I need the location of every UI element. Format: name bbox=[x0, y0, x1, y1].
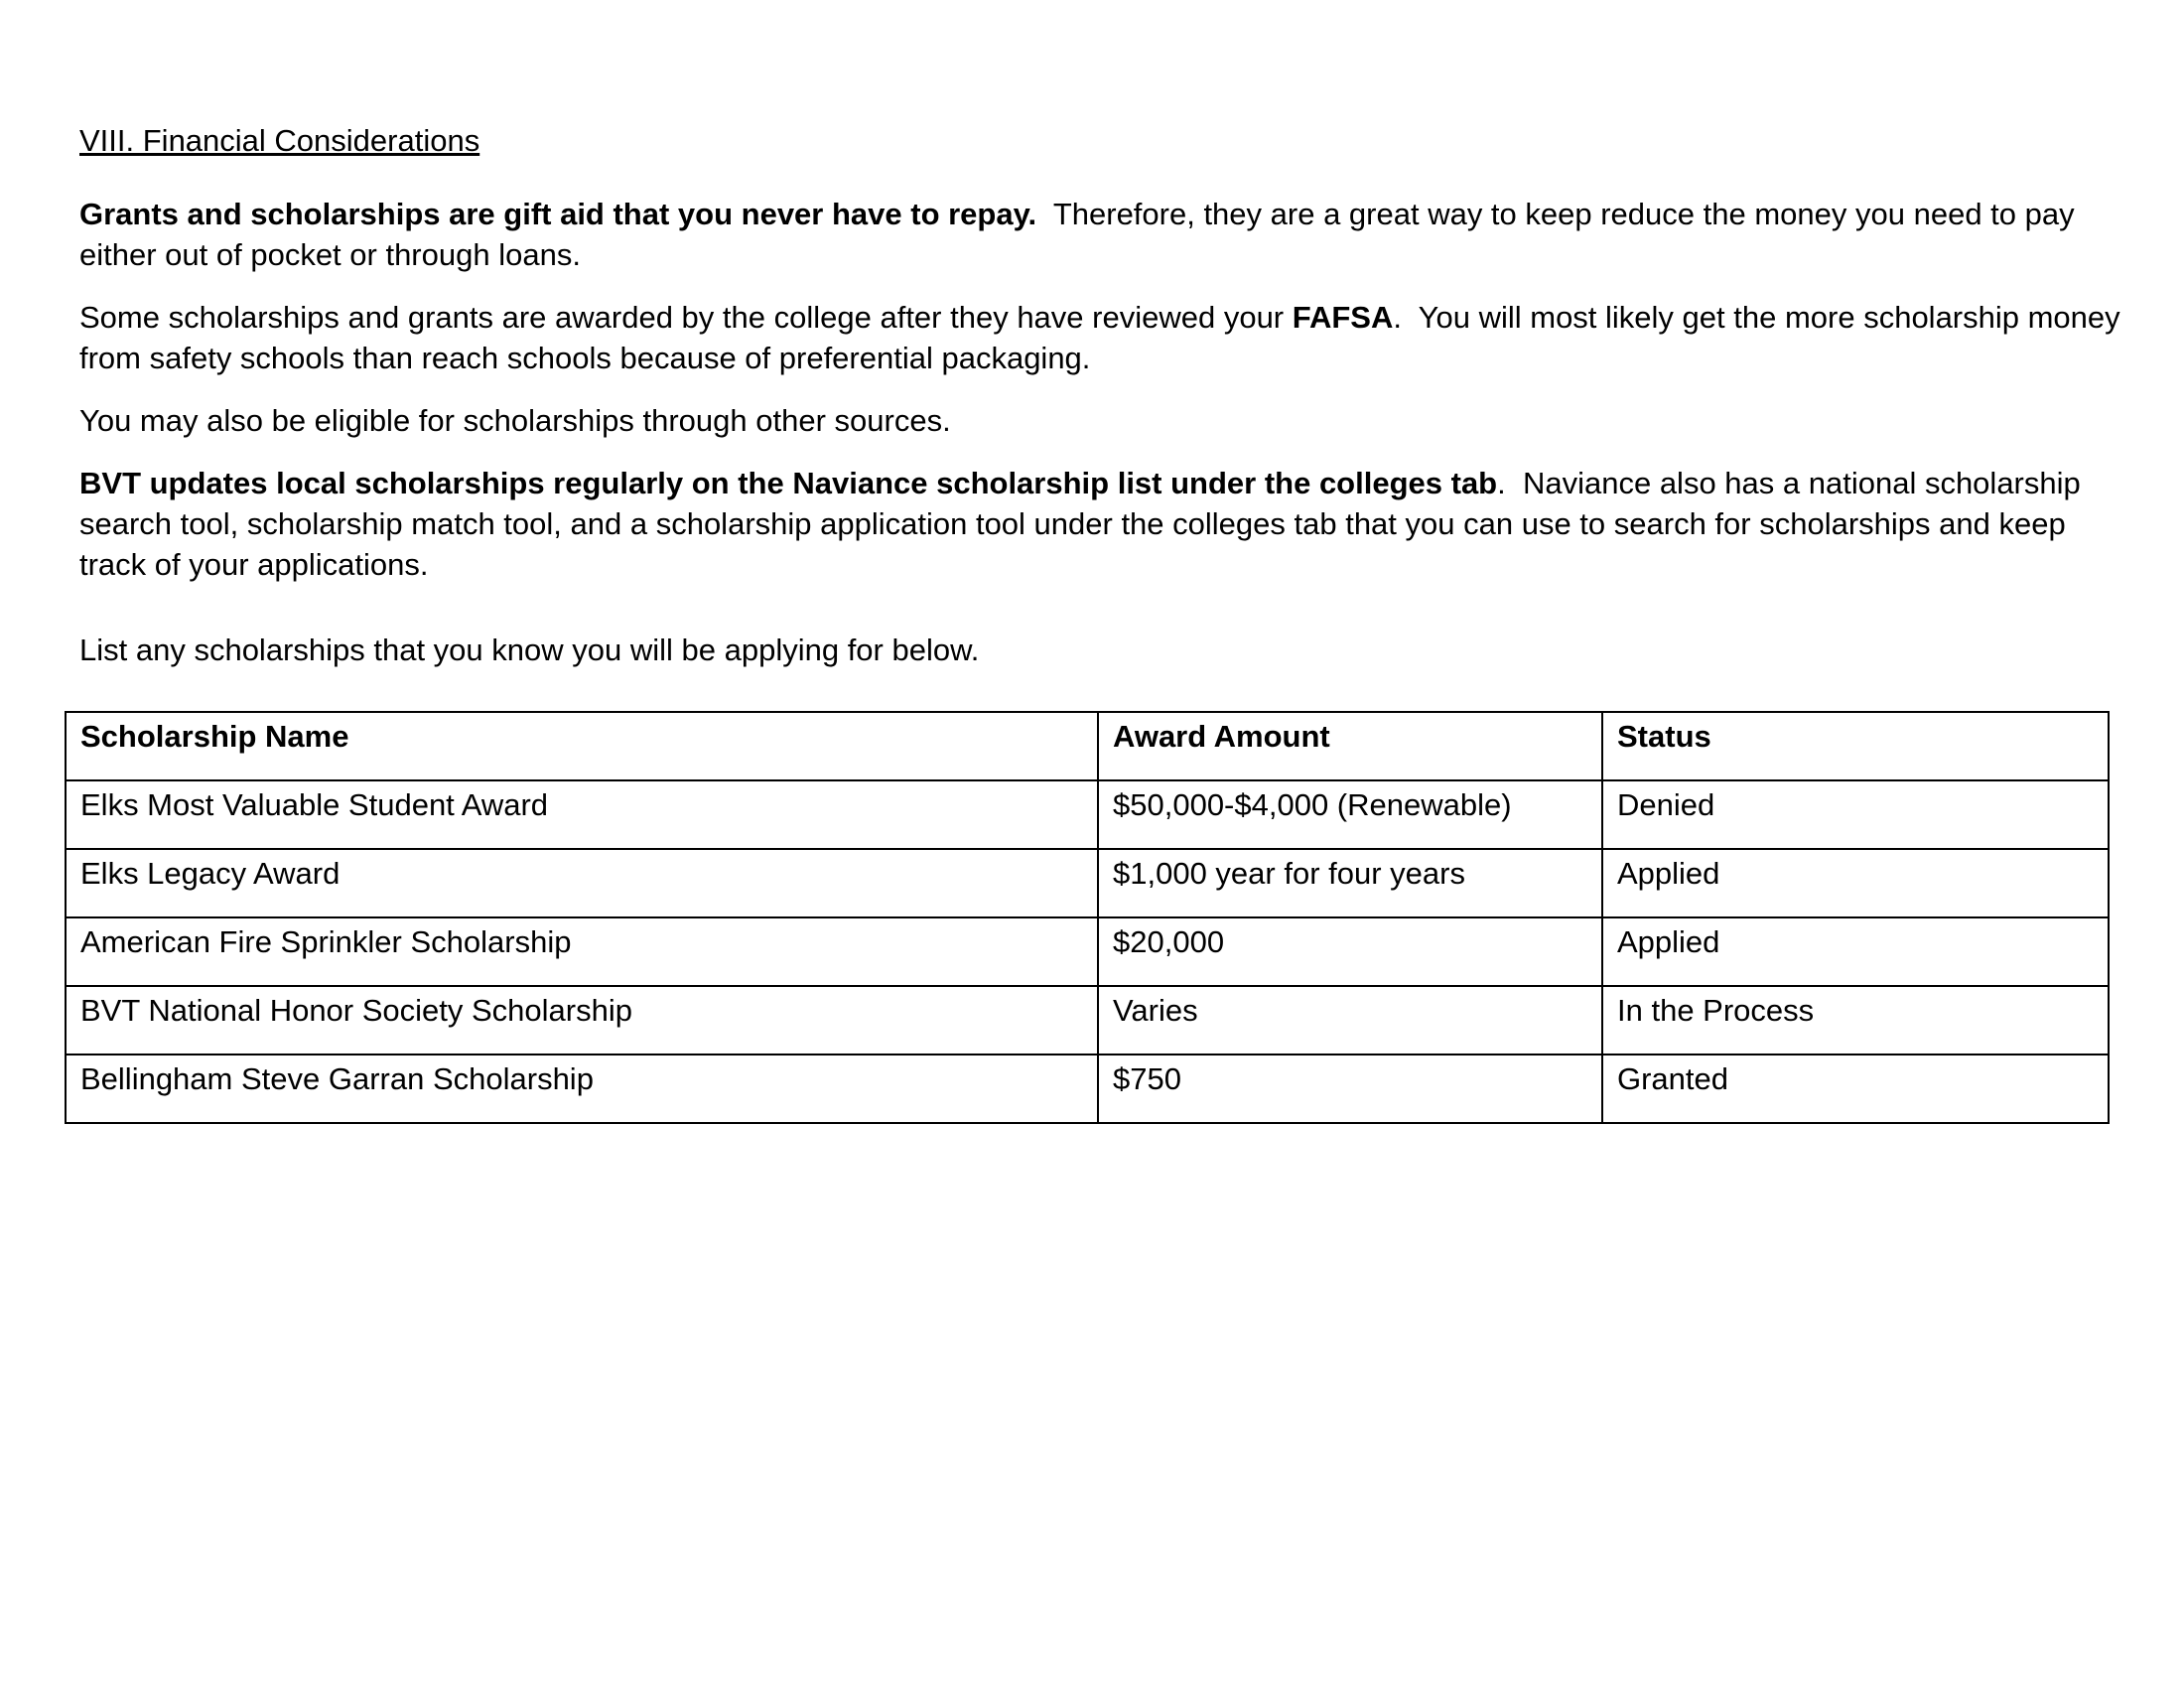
cell-award-amount: $750 bbox=[1098, 1055, 1602, 1123]
section-heading: VIII. Financial Considerations bbox=[79, 123, 480, 158]
header-award-amount: Award Amount bbox=[1098, 712, 1602, 780]
cell-status: Granted bbox=[1602, 1055, 2109, 1123]
header-status: Status bbox=[1602, 712, 2109, 780]
paragraph-naviance-bold: BVT updates local scholarships regularly on the Naviance scholarship list under the colleges tab bbox=[79, 466, 1498, 500]
cell-status: Denied bbox=[1602, 780, 2109, 849]
list-prompt: List any scholarships that you know you will be applying for below. bbox=[79, 633, 980, 667]
table-row bbox=[66, 849, 2109, 917]
cell-status: Applied bbox=[1602, 849, 2109, 917]
header-scholarship-name: Scholarship Name bbox=[66, 712, 1098, 780]
paragraph-other-sources bbox=[79, 400, 2124, 441]
scholarship-table bbox=[65, 711, 2110, 1124]
paragraph-fafsa bbox=[79, 297, 2129, 378]
paragraph-gift-aid bbox=[79, 194, 2124, 275]
table-row bbox=[66, 780, 2109, 849]
cell-award-amount: $20,000 bbox=[1098, 917, 1602, 986]
table-row bbox=[66, 917, 2109, 986]
document-page bbox=[79, 121, 2129, 670]
cell-award-amount: $1,000 year for four years bbox=[1098, 849, 1602, 917]
paragraph-gift-aid-text: Therefore, they are a great way to keep reduce the money you need to pay either out of pocket or through loans. bbox=[79, 197, 2084, 272]
cell-status: Applied bbox=[1602, 917, 2109, 986]
cell-award-amount: Varies bbox=[1098, 986, 1602, 1055]
paragraph-gift-aid-bold: Grants and scholarships are gift aid that you never have to repay. bbox=[79, 197, 1037, 231]
table-row bbox=[66, 1055, 2109, 1123]
cell-status: In the Process bbox=[1602, 986, 2109, 1055]
cell-award-amount: $50,000-$4,000 (Renewable) bbox=[1098, 780, 1602, 849]
table-row bbox=[66, 986, 2109, 1055]
paragraph-fafsa-before: Some scholarships and grants are awarded by the college after they have reviewed your bbox=[79, 300, 1293, 335]
paragraph-fafsa-bold: FAFSA bbox=[1292, 300, 1394, 335]
cell-scholarship-name: Elks Most Valuable Student Award bbox=[66, 780, 1098, 849]
cell-scholarship-name: Elks Legacy Award bbox=[66, 849, 1098, 917]
cell-scholarship-name: American Fire Sprinkler Scholarship bbox=[66, 917, 1098, 986]
table-header-row bbox=[66, 712, 2109, 780]
paragraph-naviance-text: . Naviance also has a national scholarship search tool, scholarship match tool, and a scholarship application tool under the colleges tab that you can use to search for scholarships and keep track of your applications. bbox=[79, 466, 2090, 582]
paragraph-fafsa-after: . You will most likely get the more scholarship money from safety schools than reach schools because of preferential packaging. bbox=[79, 300, 2129, 375]
paragraph-naviance bbox=[79, 463, 2124, 585]
cell-scholarship-name: Bellingham Steve Garran Scholarship bbox=[66, 1055, 1098, 1123]
cell-scholarship-name: BVT National Honor Society Scholarship bbox=[66, 986, 1098, 1055]
paragraph-other-sources-text: You may also be eligible for scholarships through other sources. bbox=[79, 403, 951, 438]
